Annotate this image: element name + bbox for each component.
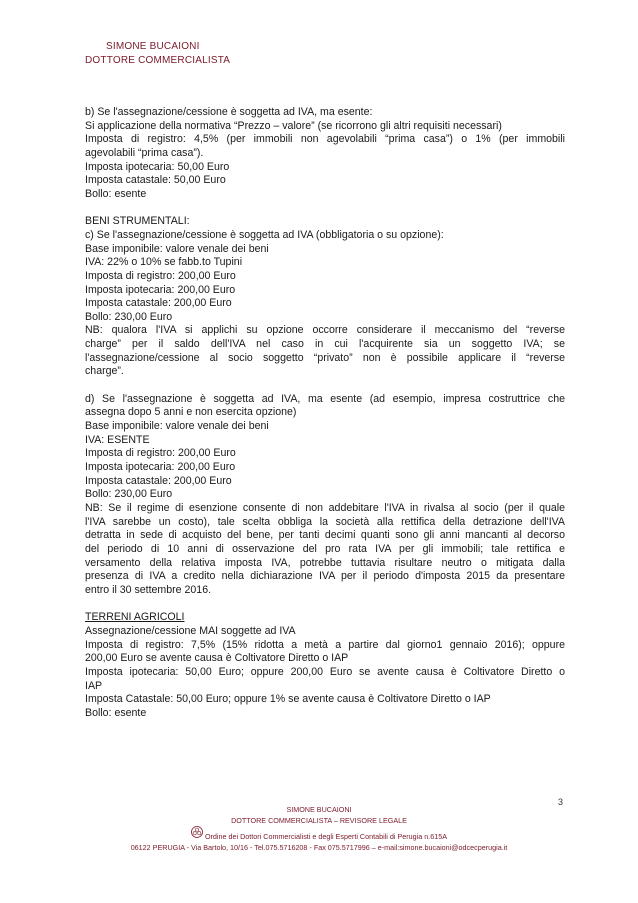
section-b-intro: b) Se l'assegnazione/cessione è soggetta ad IVA, ma esente:: [85, 106, 373, 118]
text-line: Assegnazione/cessione MAI soggette ad IVA: [85, 624, 296, 637]
note-line: presenza di IVA a credito nella dichiarazione IVA per il periodo d'imposta 2015 da presentare: [85, 570, 565, 583]
text-line: Imposta ipotecaria: 50,00 Euro: [85, 160, 230, 173]
text-line: Bollo: esente: [85, 706, 147, 719]
text-line: agevolabili “prima casa”).: [85, 146, 204, 159]
text-line: Imposta catastale: 200,00 Euro: [85, 474, 232, 487]
text-line: Imposta di registro: 200,00 Euro: [85, 447, 236, 460]
text-line: 200,00 Euro se avente causa è Coltivatore Diretto o IAP: [85, 652, 349, 665]
letterhead: [85, 40, 230, 68]
text-line: Si applicazione della normativa “Prezzo – valore” (se ricorrono gli altri requisiti necessari): [85, 119, 502, 132]
footer-title: DOTTORE COMMERCIALISTA – REVISORE LEGALE: [231, 815, 407, 825]
text-line: Bollo: esente: [85, 187, 147, 200]
text-line: Imposta Catastale: 50,00 Euro; oppure 1% se avente causa è Coltivatore Diretto o IAP: [85, 693, 491, 706]
document-body: [85, 106, 565, 720]
section-title-terreni-agricoli: TERRENI AGRICOLI: [85, 611, 185, 624]
text-line: Imposta di registro: 7,5% (15% ridotta a metà a partire dal giorno1 gennaio 2016); oppure: [85, 638, 565, 651]
page-number: 3: [558, 797, 564, 807]
text-line: IVA: ESENTE: [85, 433, 150, 446]
text-line: IAP: [85, 679, 103, 692]
text-line: Imposta ipotecaria: 50,00 Euro; oppure 200,00 Euro se avente causa è Coltivatore Diretto o: [85, 665, 565, 678]
section-title-beni-strumentali: BENI STRUMENTALI:: [85, 215, 190, 228]
footer-order: [191, 832, 447, 843]
text-line: IVA: 22% o 10% se fabb.to Tupini: [85, 256, 243, 269]
note-line: l'IVA sarebbe un costo), tale scelta obbliga la società alla rettifica della detrazione dell'IVA: [85, 515, 565, 528]
text-line: Base imponibile: valore venale dei beni: [85, 420, 269, 433]
note-line: entro il 30 settembre 2016.: [85, 583, 212, 596]
text-line: Imposta ipotecaria: 200,00 Euro: [85, 461, 236, 474]
text-line: Bollo: 230,00 Euro: [85, 488, 173, 501]
text-line: Imposta di registro: 4,5% (per immobili non agevolabili “prima casa”) o 1% (per immobili: [85, 133, 565, 146]
note-line: charge”.: [85, 365, 124, 378]
text-line: Imposta catastale: 50,00 Euro: [85, 174, 226, 187]
letterhead-name: SIMONE BUCAIONI: [106, 41, 200, 52]
footer: [0, 805, 638, 853]
text-line: Imposta ipotecaria: 200,00 Euro: [85, 283, 236, 296]
text-line: Base imponibile: valore venale dei beni: [85, 242, 269, 255]
note-line: NB: qualora l'IVA si applichi su opzione occorre considerare il meccanismo del “reverse: [85, 324, 565, 337]
note-line: detratta in sede di acquisto del bene, per tanti decimi quanti sono gli anni mancanti al decorso: [85, 529, 565, 542]
note-line: charge” per il saldo dell'IVA nel caso in cui l'acquirente sia un soggetto IVA; se: [85, 338, 565, 351]
text-line: Imposta catastale: 200,00 Euro: [85, 297, 232, 310]
letterhead-title: DOTTORE COMMERCIALISTA: [85, 55, 231, 66]
note-line: l'assegnazione/cessione al socio soggetto “privato” non è possibile applicare il “reverse: [85, 351, 565, 364]
footer-name: SIMONE BUCAIONI: [286, 805, 352, 814]
note-line: del periodo di 10 anni di osservazione del pro rata IVA per gli immobili; tale rettifica e: [85, 542, 565, 555]
order-logo-icon: [191, 826, 203, 838]
note-line: versamento della relativa imposta IVA, potrebbe tuttavia risultare neutro o mitigata dalla: [85, 556, 565, 569]
footer-contacts: 06122 PERUGIA - Via Bartolo, 10/16 - Tel.075.5716208 - Fax 075.5717996 – e-mail:simone.bucaioni@odcecperugia.it: [130, 842, 508, 852]
text-line: Bollo: 230,00 Euro: [85, 310, 173, 323]
footer-order-text: Ordine dei Dottori Commercialisti e degli Esperti Contabili di Perugia n.615A: [204, 832, 448, 841]
note-line: NB: Se il regime di esenzione consente di non addebitare l'IVA in rivalsa al socio (per il quale: [85, 502, 565, 514]
text-line: assegna dopo 5 anni e non esercita opzione): [85, 406, 297, 419]
text-line: Imposta di registro: 200,00 Euro: [85, 269, 236, 282]
section-d-intro: d) Se l'assegnazione è soggetta ad IVA, ma esente (ad esempio, impresa costruttrice che: [85, 392, 565, 405]
section-c-intro: c) Se l'assegnazione/cessione è soggetta ad IVA (obbligatoria o su opzione):: [85, 228, 444, 241]
